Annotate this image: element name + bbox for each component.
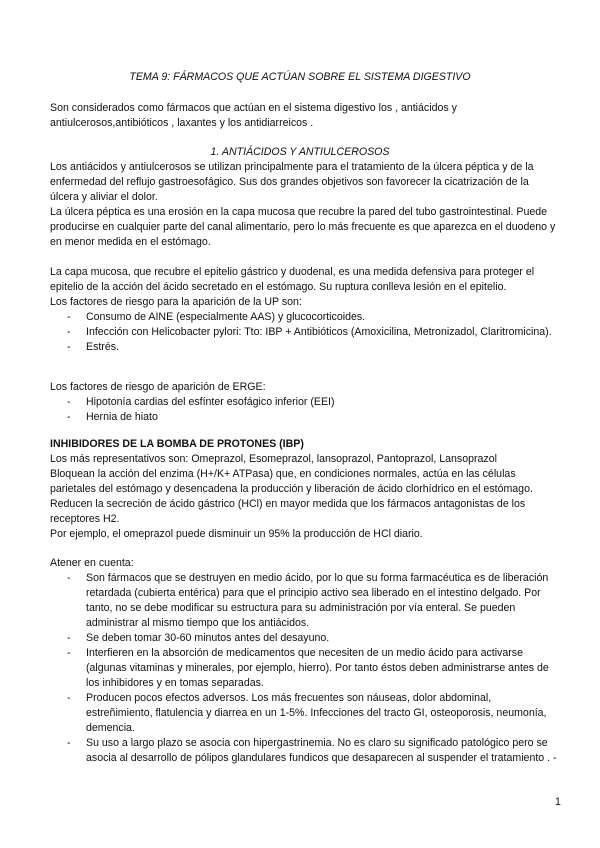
list-item: - Interfieren en la absorción de medicamentos que necesiten de un medio ácido para activarse (algunas vitaminas y minerales, por ejemplo, hierro). Por tanto éstos deben administrarse antes de los inhibidores y en tomas separadas. [50, 646, 560, 691]
list-item: - Consumo de AINE (especialmente AAS) y glucocorticoides. [50, 310, 560, 325]
list-item: - Producen pocos efectos adversos. Los más frecuentes son náuseas, dolor abdominal, estreñimiento, flatulencia y diarrea en un 1-5%. Infecciones del tracto GI, osteoporosis, neumonía, demencia. [50, 691, 560, 736]
paragraph-ibp-ejemplo: Por ejemplo, el omeprazol puede disminuir un 95% la producción de HCl diario. [50, 528, 423, 540]
section-heading-antiacidos: 1. ANTIÁCIDOS Y ANTIULCEROSOS [210, 146, 390, 158]
paragraph-antiacidos-uso: Los antiácidos y antiulcerosos se utilizan principalmente para el tratamiento de la úlcera péptica y de la enfermedad del reflujo gastroesofágico. Sus dos grandes objetivos son favorecer la cicatrización de la úlcera y aliviar el dolor. [50, 161, 534, 203]
section-erge [50, 380, 560, 425]
section-antiacidos-body [50, 160, 560, 250]
section-atener [50, 556, 560, 766]
risk-erge-intro: Los factores de riesgo de aparición de ERGE: [50, 381, 266, 393]
list-item: - Estrés. [50, 340, 560, 355]
page-number: 1 [555, 796, 561, 808]
paragraph-ibp-secrecion: Reducen la secreción de ácido gástrico (HCl) en mayor medida que los fármacos antagonistas de los receptores H2. [50, 498, 526, 525]
intro-paragraph: Son considerados como fármacos que actúan en el sistema digestivo los , antiácidos y antiulcerosos,antibióticos , laxantes y los antidiarreicos . [50, 102, 457, 129]
list-item: - Son fármacos que se destruyen en medio ácido, por lo que su forma farmacéutica es de liberación retardada (cubierta entérica) para que el principio activo sea liberado en el intestino delgado. Por tanto, no se debe modificar su estructura para su administración por vía enteral. Se pueden administrar al mismo tiempo que los antiácidos. [50, 571, 560, 631]
risk-erge-list [50, 395, 560, 425]
atener-intro: Atener en cuenta: [50, 557, 134, 569]
document-title: TEMA 9: FÁRMACOS QUE ACTÚAN SOBRE EL SISTEMA DIGESTIVO [129, 71, 471, 83]
risk-up-intro: Los factores de riesgo para la aparición de la UP son: [50, 296, 302, 308]
list-item: - Su uso a largo plazo se asocia con hipergastrinemia. No es claro su significado patológico pero se asocia al desarrollo de pólipos glandulares fundicos que desaparecen al suspender el tratamiento . - [50, 736, 560, 766]
atener-list [50, 571, 560, 766]
paragraph-ibp-representativos: Los más representativos son: Omeprazol, Esomeprazol, lansoprazol, Pantoprazol, Lansoprazol [50, 453, 497, 465]
ibp-heading: INHIBIDORES DE LA BOMBA DE PROTONES (IBP) [50, 438, 304, 450]
section-ibp [50, 437, 560, 542]
list-item: - Hipotonía cardias del esfínter esofágico inferior (EEI) [50, 395, 560, 410]
paragraph-ulcera-peptica: La úlcera péptica es una erosión en la capa mucosa que recubre la pared del tubo gastrointestinal. Puede producirse en cualquier parte del canal alimentario, pero lo más frecuente es que aparezca en el duodeno y en menor medida en el estómago. [50, 206, 556, 248]
list-item: - Se deben tomar 30-60 minutos antes del desayuno. [50, 631, 560, 646]
list-item: - Infección con Helicobacter pylori: Tto: IBP + Antibióticos (Amoxicilina, Metronizadol, Claritromicina). [50, 325, 560, 340]
section-capa-mucosa [50, 265, 560, 355]
risk-up-list [50, 310, 560, 355]
list-item: - Hernia de hiato [50, 410, 560, 425]
paragraph-ibp-mecanismo: Bloquean la acción del enzima (H+/K+ ATPasa) que, en condiciones normales, actúa en las células parietales del estómago y desencadena la producción y liberación de ácido clorhídrico en el estómago. [50, 468, 533, 495]
paragraph-capa-mucosa: La capa mucosa, que recubre el epitelio gástrico y duodenal, es una medida defensiva para proteger el epitelio de la acción del ácido secretado en el estómago. Su ruptura conlleva lesión en el epitelio. [50, 266, 535, 293]
